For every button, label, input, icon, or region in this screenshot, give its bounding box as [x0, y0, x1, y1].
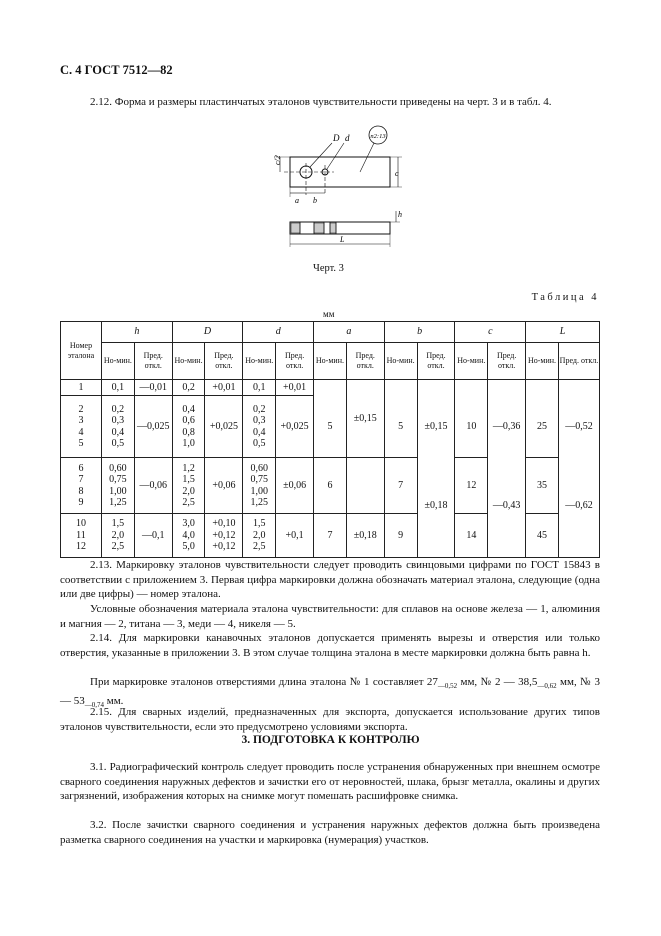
cell-empty [488, 514, 526, 558]
cell: 35 [526, 458, 559, 514]
header-c: c [455, 322, 526, 343]
cell: 0,60 0,75 1,00 1,25 [243, 458, 276, 514]
cell-empty [384, 380, 417, 396]
plate-side-view [290, 222, 390, 234]
cell: 45 [526, 514, 559, 558]
cell: 25 [526, 396, 559, 458]
cell-empty [526, 380, 559, 396]
cell: 0,1 [243, 380, 276, 396]
cell: —0,52 [558, 396, 599, 458]
cell: 1,2 1,5 2,0 2,5 [172, 458, 205, 514]
label-d: d [345, 133, 350, 143]
header-d: d [243, 322, 314, 343]
cell: —0,025 [134, 396, 172, 458]
sub-nom: Но-мин. [314, 343, 347, 380]
cell: 1,5 2,0 2,5 [243, 514, 276, 558]
cell: +0,025 [205, 396, 243, 458]
paragraph-length-marking: При маркировке эталонов отверстиями длина эталона № 1 составляет $27_{—0,52}$ мм, № 2 — $38,5_{—0,62}$ мм, № 3 — $53_{—0,74}$ мм. [60, 676, 600, 709]
cell-num: 2 3 4 5 [61, 396, 102, 458]
drawing-caption: Черт. 3 [313, 263, 344, 274]
cell: 7 [384, 458, 417, 514]
sub-nom: Но-мин. [101, 343, 134, 380]
cell-empty [455, 380, 488, 396]
cell: ±0,18 [346, 514, 384, 558]
cell: ±0,06 [276, 458, 314, 514]
label-a: a [295, 196, 299, 205]
paragraph-3-1: 3.1. Радиографический контроль следует проводить после устранения обнаруженных при внешнем осмотре сварного соединения наружных дефектов и зачистки его от неровностей, шлака, брызг металла, окалины и других загрязнений, изображения которых на снимке могут помешать расшифровке снимка. [60, 761, 600, 803]
cell: 0,60 0,75 1,00 1,25 [101, 458, 134, 514]
table-unit: мм [323, 309, 335, 319]
cell-empty [417, 514, 455, 558]
label-L: L [340, 235, 345, 244]
sub-nom: Но-мин. [455, 343, 488, 380]
cell: +0,01 [276, 380, 314, 396]
cell-empty [346, 458, 384, 514]
paragraph-2-13: 2.13. Маркировку эталонов чувствительности следует проводить свинцовыми цифрами по ГОСТ 15843 в соответствии с приложением 3. Первая цифра маркировки должна обозначать материал эталона, следующие (одна или две цифры) — номер эталона. [60, 559, 600, 601]
cell: —0,62 [558, 458, 599, 514]
cell: 9 [384, 514, 417, 558]
header-a: a [314, 322, 385, 343]
sub-dev: Пред. откл. [205, 343, 243, 380]
cell-empty [558, 514, 599, 558]
label-c: c [395, 169, 399, 178]
sub-dev: Пред. откл. [417, 343, 455, 380]
cell: ±0,18 [417, 458, 455, 514]
cell: 0,2 0,3 0,4 0,5 [101, 396, 134, 458]
label-c-half: c/2 [273, 155, 282, 165]
table-title: Таблица 4 [531, 292, 599, 303]
cell-empty [314, 380, 347, 396]
cell: 0,1 [101, 380, 134, 396]
table-4 [60, 321, 600, 558]
cell: 5 [384, 396, 417, 458]
cell: ±0,15 [417, 396, 455, 458]
cell: 3,0 4,0 5,0 [172, 514, 205, 558]
cell-num: 6 7 8 9 [61, 458, 102, 514]
cell: —0,1 [134, 514, 172, 558]
sub-dev: Пред. откл. [488, 343, 526, 380]
label-D: D [333, 133, 340, 143]
label-h: h [398, 210, 402, 219]
paragraph-2-14: 2.14. Для маркировки канавочных эталонов допускается применять вырезы и отверстия или только отверстия, указанные в приложении 3. В этом случае толщина эталона в месте маркировки должна быть равна h. [60, 632, 600, 659]
sub-nom: Но-мин. [243, 343, 276, 380]
header-D: D [172, 322, 243, 343]
sub-nom: Но-мин. [526, 343, 559, 380]
sub-dev: Пред. откл. [134, 343, 172, 380]
paragraph-2-13-materials: Условные обозначения материала эталона чувствительности: для сплавов на основе железа — 1, алюминия и магния — 2, титана — 3, меди — 4, никеля — 5. [60, 603, 600, 630]
standard-plate-drawing [250, 125, 420, 260]
cell: +0,025 [276, 396, 314, 458]
cell: +0,10 +0,12 +0,12 [205, 514, 243, 558]
cell-num: 1 [61, 380, 102, 396]
cell: —0,36 [488, 396, 526, 458]
cell: 1,5 2,0 2,5 [101, 514, 134, 558]
paragraph-2-15: 2.15. Для сварных изделий, предназначенных для экспорта, допускается использование других типов эталонов чувствительности, если это предусмотрено условиями экспорта. [60, 706, 600, 733]
cell: 6 [314, 458, 347, 514]
label-marking: n2:13 [370, 133, 386, 140]
cell: 5 [314, 396, 347, 458]
cell: ±0,15 [346, 380, 384, 458]
cell: 0,2 0,3 0,4 0,5 [243, 396, 276, 458]
cell: 14 [455, 514, 488, 558]
cell: 12 [455, 458, 488, 514]
cell: 7 [314, 514, 347, 558]
page-header: С. 4 ГОСТ 7512—82 [60, 63, 173, 77]
cell: —0,43 [488, 458, 526, 514]
paragraph-3-2: 3.2. После зачистки сварного соединения и устранения наружных дефектов должна быть произведена разметка сварного соединения на участки и маркировка (нумерация) участков. [60, 819, 600, 846]
cell: +0,01 [205, 380, 243, 396]
header-h: h [101, 322, 172, 343]
sub-dev: Пред. откл. [558, 343, 599, 380]
sub-nom: Но-мин. [172, 343, 205, 380]
cell-empty [417, 380, 455, 396]
section-title: 3. ПОДГОТОВКА К КОНТРОЛЮ [241, 734, 420, 746]
header-number: Номер эталона [61, 322, 102, 380]
sub-dev: Пред. откл. [346, 343, 384, 380]
cell: —0,06 [134, 458, 172, 514]
paragraph-2-12: 2.12. Форма и размеры пластинчатых эталонов чувствительности приведены на черт. 3 и в табл. 4. [90, 96, 552, 108]
cell: 0,4 0,6 0,8 1,0 [172, 396, 205, 458]
cell: +0,06 [205, 458, 243, 514]
cell-empty [488, 380, 526, 396]
cell-num: 10 11 12 [61, 514, 102, 558]
label-b: b [313, 196, 317, 205]
header-b: b [384, 322, 455, 343]
cell: 10 [455, 396, 488, 458]
header-L: L [526, 322, 600, 343]
sub-dev: Пред. откл. [276, 343, 314, 380]
cell: +0,1 [276, 514, 314, 558]
cell: —0,01 [134, 380, 172, 396]
cell-empty [558, 380, 599, 396]
cell: 0,2 [172, 380, 205, 396]
sub-nom: Но-мин. [384, 343, 417, 380]
